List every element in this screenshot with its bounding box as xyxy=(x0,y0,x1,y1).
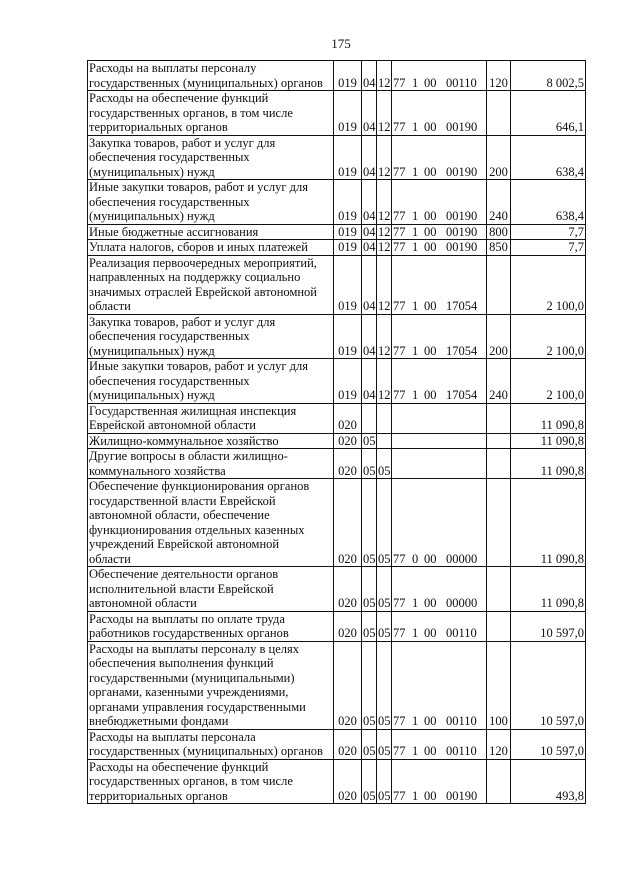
subsection-code-cell: 05 xyxy=(377,641,392,729)
description-line: (муниципальных) нужд xyxy=(89,388,215,402)
subsection-code-cell: 12 xyxy=(377,255,392,314)
description-line: Иные бюджетные ассигнования xyxy=(89,224,259,239)
target-article-part: 00110 xyxy=(446,744,477,758)
target-article-part: 1 xyxy=(412,224,419,239)
description-line: Еврейской автономной области xyxy=(89,418,256,432)
target-article-part: 77 xyxy=(393,75,406,90)
description-cell xyxy=(88,567,334,612)
target-article-part: 00 xyxy=(424,343,437,358)
table-row xyxy=(88,135,586,180)
description-line: Обеспечение деятельности органов xyxy=(89,567,279,581)
target-article-part: 00 xyxy=(424,626,437,640)
target-article-cell xyxy=(392,433,487,449)
target-article-cell xyxy=(392,479,487,567)
subsection-code-cell: 12 xyxy=(377,180,392,225)
table-row xyxy=(88,759,586,804)
target-article-cell xyxy=(392,255,487,314)
subsection-code-cell: 05 xyxy=(377,479,392,567)
subsection-code-cell: 12 xyxy=(377,135,392,180)
target-article-part: 00110 xyxy=(446,626,477,640)
page-number: 175 xyxy=(331,36,351,51)
target-article-part: 77 xyxy=(393,744,406,758)
table-row xyxy=(88,449,586,479)
subsection-code-cell: 12 xyxy=(377,314,392,359)
ministry-code-cell: 020 xyxy=(334,759,362,804)
target-article-part: 77 xyxy=(393,596,406,610)
description-cell xyxy=(88,61,334,91)
amount-cell: 7,7 xyxy=(511,240,586,256)
section-code-cell: 04 xyxy=(362,314,377,359)
subsection-code-cell: 12 xyxy=(377,61,392,91)
ministry-code-cell: 019 xyxy=(334,224,362,240)
target-article-cell xyxy=(392,91,487,136)
target-article-part: 00190 xyxy=(446,209,478,223)
expense-type-cell xyxy=(487,433,511,449)
description-line: (муниципальных) нужд xyxy=(89,343,215,358)
description-cell xyxy=(88,479,334,567)
description-cell xyxy=(88,314,334,359)
target-article-cell xyxy=(392,729,487,759)
subsection-code-cell: 05 xyxy=(377,611,392,641)
amount-cell: 2 100,0 xyxy=(511,255,586,314)
target-article-cell xyxy=(392,224,487,240)
description-line: государственных (муниципальных) органов xyxy=(89,744,323,758)
target-article-part: 77 xyxy=(393,299,406,313)
description-line: коммунального хозяйства xyxy=(89,463,226,478)
section-code-cell: 04 xyxy=(363,224,376,239)
subsection-code-cell: 12 xyxy=(378,240,391,254)
subsection-code-cell: 05 xyxy=(377,449,392,479)
section-code-cell: 04 xyxy=(362,255,377,314)
description-line: обеспечения государственных xyxy=(89,194,250,209)
expense-type-cell xyxy=(487,403,511,433)
description-line: органами, казенными учреждениями, xyxy=(89,685,289,699)
description-line: значимых отраслей Еврейской автономной xyxy=(89,284,317,299)
target-article-part: 77 xyxy=(393,209,406,223)
target-article-part: 1 xyxy=(412,626,419,640)
target-article-cell xyxy=(392,641,487,729)
amount-cell: 638,4 xyxy=(511,135,586,180)
section-code-cell: 04 xyxy=(362,135,377,180)
description-line: обеспечения государственных xyxy=(89,150,250,164)
target-article-part: 00190 xyxy=(446,224,478,239)
subsection-code-cell: 12 xyxy=(378,224,391,239)
target-article-part: 00190 xyxy=(446,240,478,254)
expense-type-cell: 240 xyxy=(487,359,511,404)
table-row xyxy=(88,729,586,759)
expense-type-cell: 100 xyxy=(487,641,511,729)
target-article-part: 00 xyxy=(424,120,437,134)
section-code-cell: 05 xyxy=(362,641,377,729)
description-line: Расходы на обеспечение функций xyxy=(89,759,269,774)
target-article-part: 77 xyxy=(393,714,406,728)
section-code-cell: 05 xyxy=(362,567,377,612)
description-line: (муниципальных) нужд xyxy=(89,164,215,179)
description-line: Обеспечение функционирования органов xyxy=(89,479,310,493)
target-article-cell xyxy=(392,567,487,612)
target-article-part: 77 xyxy=(393,120,406,134)
description-line: Иные закупки товаров, работ и услуг для xyxy=(89,359,309,373)
description-line: государственных органов, в том числе xyxy=(89,105,293,120)
description-line: Государственная жилищная инспекция xyxy=(89,403,297,418)
expense-type-cell: 850 xyxy=(487,240,511,256)
expense-type-cell: 200 xyxy=(487,314,511,359)
amount-cell: 2 100,0 xyxy=(511,359,586,404)
target-article-part: 00 xyxy=(424,299,437,313)
description-line: государственных органов, в том числе xyxy=(89,774,293,788)
target-article-part: 17054 xyxy=(446,388,478,402)
target-article-part: 17054 xyxy=(446,299,478,313)
amount-cell: 646,1 xyxy=(511,91,586,136)
subsection-code-cell: 05 xyxy=(377,729,392,759)
description-line: обеспечения выполнения функций xyxy=(89,656,274,670)
amount-cell: 11 090,8 xyxy=(511,449,586,479)
expense-type-cell xyxy=(487,759,511,804)
section-code-cell: 05 xyxy=(362,759,377,804)
description-line: автономной области xyxy=(89,596,197,610)
description-line: Жилищно-коммунальное хозяйство xyxy=(89,433,279,448)
target-article-cell xyxy=(392,449,487,479)
ministry-code-cell: 020 xyxy=(334,479,362,567)
description-cell xyxy=(88,729,334,759)
ministry-code-cell: 020 xyxy=(334,403,362,433)
description-cell xyxy=(88,224,334,240)
description-cell xyxy=(88,135,334,180)
expense-type-cell: 240 xyxy=(487,180,511,225)
ministry-code-cell: 019 xyxy=(334,135,362,180)
section-code-cell: 05 xyxy=(362,479,377,567)
amount-cell: 11 090,8 xyxy=(511,567,586,612)
ministry-code-cell: 019 xyxy=(334,240,362,256)
target-article-part: 00 xyxy=(424,224,437,239)
description-line: Закупка товаров, работ и услуг для xyxy=(89,314,276,329)
section-code-cell xyxy=(362,403,377,433)
target-article-cell xyxy=(392,240,487,256)
target-article-cell xyxy=(392,135,487,180)
amount-cell: 10 597,0 xyxy=(511,611,586,641)
description-line: государственной власти Еврейской xyxy=(89,493,276,508)
amount-cell: 7,7 xyxy=(511,224,586,240)
target-article-part: 00 xyxy=(424,388,437,402)
target-article-part: 00110 xyxy=(446,714,477,728)
expense-type-cell xyxy=(487,449,511,479)
description-cell xyxy=(88,240,334,256)
description-line: работников государственных органов xyxy=(89,626,289,640)
section-code-cell: 05 xyxy=(362,611,377,641)
table-row xyxy=(88,641,586,729)
expense-type-cell: 120 xyxy=(487,729,511,759)
expense-type-cell xyxy=(487,479,511,567)
description-line: направленных на поддержку социально xyxy=(89,270,301,284)
ministry-code-cell: 020 xyxy=(334,433,362,449)
description-line: Расходы на выплаты персоналу в целях xyxy=(89,641,299,656)
expense-type-cell xyxy=(487,255,511,314)
subsection-code-cell: 12 xyxy=(377,91,392,136)
table-row xyxy=(88,240,586,256)
target-article-part: 77 xyxy=(393,240,406,254)
target-article-part: 77 xyxy=(393,388,406,402)
target-article-part: 1 xyxy=(412,596,419,610)
target-article-part: 1 xyxy=(412,120,419,134)
ministry-code-cell: 019 xyxy=(334,314,362,359)
target-article-part: 00110 xyxy=(446,75,477,90)
description-line: области xyxy=(89,299,131,313)
description-cell xyxy=(88,91,334,136)
description-cell xyxy=(88,449,334,479)
description-cell xyxy=(88,359,334,404)
target-article-part: 1 xyxy=(412,75,419,90)
target-article-part: 77 xyxy=(393,164,406,179)
description-cell xyxy=(88,611,334,641)
target-article-part: 00 xyxy=(424,75,437,90)
target-article-cell xyxy=(392,611,487,641)
ministry-code-cell: 020 xyxy=(334,611,362,641)
description-line: государственных (муниципальных) органов xyxy=(89,75,323,90)
ministry-code-cell: 019 xyxy=(334,180,362,225)
target-article-part: 77 xyxy=(393,788,406,803)
table-row xyxy=(88,567,586,612)
target-article-part: 1 xyxy=(412,240,419,254)
target-article-part: 00190 xyxy=(446,788,478,803)
description-cell xyxy=(88,255,334,314)
target-article-part: 00000 xyxy=(446,596,478,610)
description-line: государственными (муниципальными) xyxy=(89,670,295,685)
target-article-part: 00 xyxy=(424,209,437,223)
description-line: территориальных органов xyxy=(89,120,228,134)
section-code-cell: 05 xyxy=(362,729,377,759)
target-article-part: 00 xyxy=(424,714,437,728)
amount-cell: 638,4 xyxy=(511,180,586,225)
section-code-cell: 04 xyxy=(362,180,377,225)
target-article-part: 1 xyxy=(412,209,419,223)
description-cell xyxy=(88,180,334,225)
description-line: органами управления государственными xyxy=(89,699,306,714)
target-article-part: 77 xyxy=(393,343,406,358)
description-line: Расходы на обеспечение функций xyxy=(89,91,269,105)
target-article-part: 77 xyxy=(393,626,406,640)
target-article-part: 00000 xyxy=(446,551,478,566)
target-article-cell xyxy=(392,759,487,804)
ministry-code-cell: 020 xyxy=(334,729,362,759)
budget-table xyxy=(87,60,586,804)
expense-type-cell: 200 xyxy=(487,135,511,180)
target-article-cell xyxy=(392,314,487,359)
description-line: области xyxy=(89,551,131,566)
section-code-cell: 04 xyxy=(363,240,376,254)
target-article-cell xyxy=(392,180,487,225)
target-article-cell xyxy=(392,61,487,91)
target-article-part: 00 xyxy=(424,240,437,254)
target-article-cell xyxy=(392,359,487,404)
target-article-part: 1 xyxy=(412,343,419,358)
target-article-part: 00 xyxy=(424,164,437,179)
description-line: Закупка товаров, работ и услуг для xyxy=(89,135,276,150)
subsection-code-cell xyxy=(377,403,392,433)
amount-cell: 11 090,8 xyxy=(511,403,586,433)
table-row xyxy=(88,255,586,314)
description-line: Другие вопросы в области жилищно- xyxy=(89,449,288,463)
amount-cell: 8 002,5 xyxy=(511,61,586,91)
description-line: Расходы на выплаты персонала xyxy=(89,729,256,744)
table-row xyxy=(88,433,586,449)
description-cell xyxy=(88,433,334,449)
target-article-part: 00190 xyxy=(446,164,478,179)
description-line: Расходы на выплаты по оплате труда xyxy=(89,611,285,626)
description-line: функционирования отдельных казенных xyxy=(89,522,305,537)
table-row xyxy=(88,180,586,225)
amount-cell: 10 597,0 xyxy=(511,641,586,729)
amount-cell: 10 597,0 xyxy=(511,729,586,759)
target-article-part: 00 xyxy=(424,744,437,758)
table-row xyxy=(88,403,586,433)
amount-cell: 493,8 xyxy=(511,759,586,804)
amount-cell: 11 090,8 xyxy=(511,479,586,567)
ministry-code-cell: 019 xyxy=(334,91,362,136)
table-row xyxy=(88,91,586,136)
table-row xyxy=(88,479,586,567)
description-line: Иные закупки товаров, работ и услуг для xyxy=(89,180,309,194)
description-line: Реализация первоочередных мероприятий, xyxy=(89,255,317,270)
description-line: обеспечения государственных xyxy=(89,329,250,343)
ministry-code-cell: 020 xyxy=(334,641,362,729)
ministry-code-cell: 019 xyxy=(334,359,362,404)
subsection-code-cell xyxy=(377,433,392,449)
table-row xyxy=(88,314,586,359)
description-line: территориальных органов xyxy=(89,788,228,803)
target-article-part: 1 xyxy=(412,299,419,313)
description-line: Расходы на выплаты персоналу xyxy=(89,61,257,75)
description-cell xyxy=(88,759,334,804)
target-article-part: 1 xyxy=(412,744,419,758)
ministry-code-cell: 019 xyxy=(334,61,362,91)
target-article-cell xyxy=(392,403,487,433)
target-article-part: 17054 xyxy=(446,343,478,358)
description-line: обеспечения государственных xyxy=(89,373,250,388)
target-article-part: 00 xyxy=(424,596,437,610)
section-code-cell: 04 xyxy=(362,91,377,136)
section-code-cell: 05 xyxy=(363,433,376,448)
amount-cell: 2 100,0 xyxy=(511,314,586,359)
expense-type-cell xyxy=(487,91,511,136)
expense-type-cell: 800 xyxy=(487,224,511,240)
subsection-code-cell: 05 xyxy=(377,567,392,612)
description-cell xyxy=(88,403,334,433)
description-line: (муниципальных) нужд xyxy=(89,209,215,223)
description-line: автономной области, обеспечение xyxy=(89,508,270,522)
table-row xyxy=(88,224,586,240)
description-line: учреждений Еврейской автономной xyxy=(89,537,280,551)
ministry-code-cell: 019 xyxy=(334,255,362,314)
table-row xyxy=(88,359,586,404)
target-article-part: 00 xyxy=(424,788,437,803)
target-article-part: 77 xyxy=(393,551,406,566)
ministry-code-cell: 020 xyxy=(334,567,362,612)
target-article-part: 1 xyxy=(412,714,419,728)
description-line: внебюджетными фондами xyxy=(89,714,229,728)
target-article-part: 1 xyxy=(412,788,419,803)
description-line: Уплата налогов, сборов и иных платежей xyxy=(89,240,308,254)
target-article-part: 0 xyxy=(412,551,419,566)
expense-type-cell xyxy=(487,611,511,641)
expense-type-cell: 120 xyxy=(487,61,511,91)
target-article-part: 1 xyxy=(412,164,419,179)
ministry-code-cell: 020 xyxy=(334,449,362,479)
subsection-code-cell: 05 xyxy=(377,759,392,804)
table-row xyxy=(88,61,586,91)
target-article-part: 1 xyxy=(412,388,419,402)
description-cell xyxy=(88,641,334,729)
subsection-code-cell: 12 xyxy=(377,359,392,404)
target-article-part: 00190 xyxy=(446,120,478,134)
section-code-cell: 05 xyxy=(362,449,377,479)
section-code-cell: 04 xyxy=(362,359,377,404)
target-article-part: 00 xyxy=(424,551,437,566)
table-row xyxy=(88,611,586,641)
description-line: исполнительной власти Еврейской xyxy=(89,581,274,596)
section-code-cell: 04 xyxy=(362,61,377,91)
expense-type-cell xyxy=(487,567,511,612)
budget-table-body xyxy=(88,61,586,804)
target-article-part: 77 xyxy=(393,224,406,239)
amount-cell: 11 090,8 xyxy=(511,433,586,449)
